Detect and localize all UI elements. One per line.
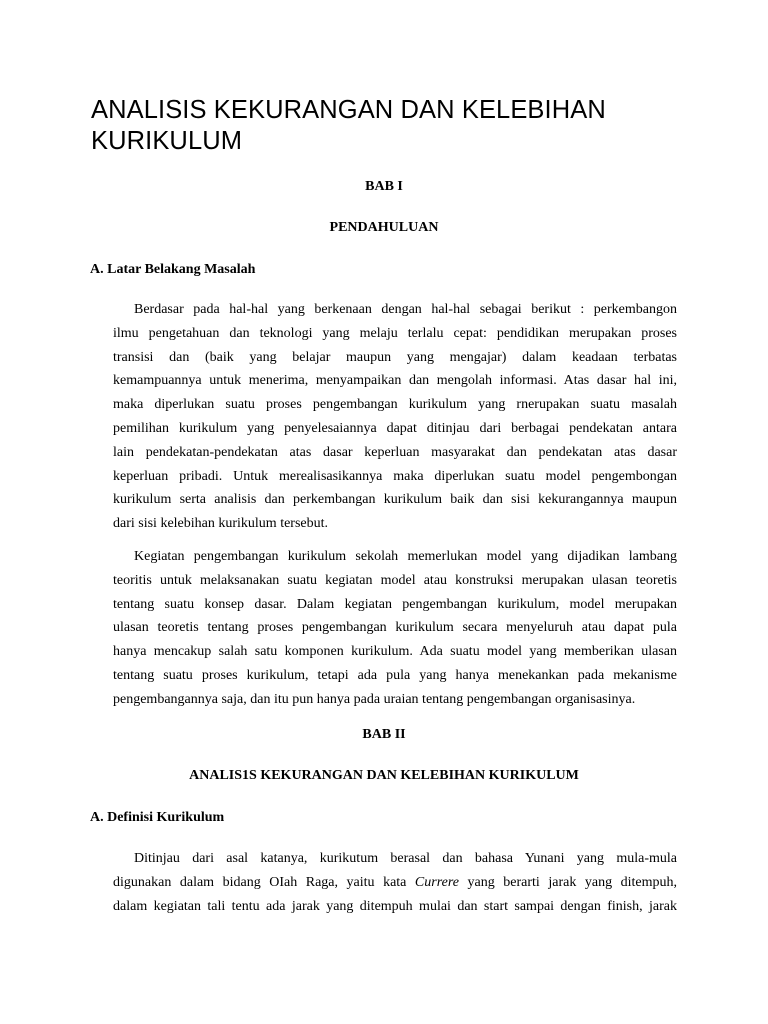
paragraph-line: pengembangannya saja, dan itu pun hanya pada uraian tentang pengembangan organisasinya.	[113, 691, 636, 707]
paragraph-line: Berdasar pada hal-hal yang berkenaan dengan hal-hal sebagai berikut : perkembangon	[134, 302, 677, 317]
bab1-title: PENDAHULUAN	[329, 220, 439, 235]
bab2-label: BAB II	[362, 727, 406, 742]
paragraph-latar-belakang-2	[113, 545, 677, 712]
paragraph-line: Ditinjau dari asal katanya, kurikutum berasal dan bahasa Yunani yang mula-mula	[134, 851, 677, 866]
paragraph-line: pemilihan kurikulum yang penyelesaiannya dapat ditinjau dari berbagai pendekatan antara	[113, 420, 677, 436]
bab2-title: ANALIS1S KEKURANGAN DAN KELEBIHAN KURIKULUM	[189, 768, 579, 783]
section-latar-belakang-heading: A. Latar Belakang Masalah	[90, 262, 256, 277]
paragraph-line: tentang suatu proses kurikulum, tetapi ada pula yang hanya menekankan pada mekanisme	[113, 667, 677, 683]
paragraph-line: ilmu pengetahuan dan teknologi yang melaju terlalu cepat: pendidikan merupakan proses	[113, 325, 677, 341]
paragraph-line	[113, 871, 677, 895]
document-title: ANALISIS KEKURANGAN DAN KELEBIHAN KURIKULUM	[91, 96, 606, 155]
paragraph-line: kurikulum serta analisis dan perkembangan kurikulum baik dan sisi kekurangannya maupun	[113, 492, 677, 508]
paragraph-line: transisi dan (baik yang belajar maupun yang mengajar) dalam keadaan terbatas	[113, 349, 677, 365]
paragraph-definisi-1	[113, 847, 677, 918]
paragraph-line: maka diperlukan suatu proses pengembangan kurikulum yang rnerupakan suatu masalah	[113, 397, 677, 413]
text-run: digunakan dalam bidang OIah Raga, yaitu kata	[113, 874, 415, 890]
paragraph-line: hanya mencakup salah satu komponen kurikulum. Ada suatu model yang memberikan ulasan	[113, 644, 677, 660]
text-run: yang berarti jarak yang ditempuh,	[459, 874, 677, 890]
paragraph-line: ulasan teoretis tentang proses pengembangan kurikulum secara menyeluruh atau dapat pula	[113, 620, 677, 636]
italic-term-currere: Currere	[414, 874, 459, 890]
paragraph-line: kemampuannya untuk menerima, menyampaikan dan mengolah informasi. Atas dasar hal ini,	[113, 373, 677, 389]
paragraph-line: dari sisi kelebihan kurikulum tersebut.	[113, 516, 329, 532]
paragraph-latar-belakang-1	[113, 298, 677, 536]
paragraph-line: keperluan pribadi. Untuk merealisasikannya maka diperlukan suatu model pengembongan	[113, 468, 677, 484]
paragraph-line: Kegiatan pengembangan kurikulum sekolah memerlukan model yang dijadikan lambang	[134, 549, 677, 564]
bab1-label: BAB I	[365, 179, 403, 194]
paragraph-line: teoritis untuk melaksanakan suatu kegiatan model atau konstruksi merupakan ulasan teoretis	[113, 572, 677, 588]
paragraph-line: dalam kegiatan tali tentu ada jarak yang ditempuh mulai dan start sampai dengan finish, jarak	[113, 898, 677, 914]
section-definisi-heading: A. Definisi Kurikulum	[90, 810, 225, 825]
paragraph-line: tentang suatu konsep dasar. Dalam kegiatan pengembangan kurikulum, model merupakan	[113, 596, 677, 612]
paragraph-line: lain pendekatan-pendekatan atas dasar keperluan masyarakat dan pendekatan atas dasar	[113, 444, 677, 460]
